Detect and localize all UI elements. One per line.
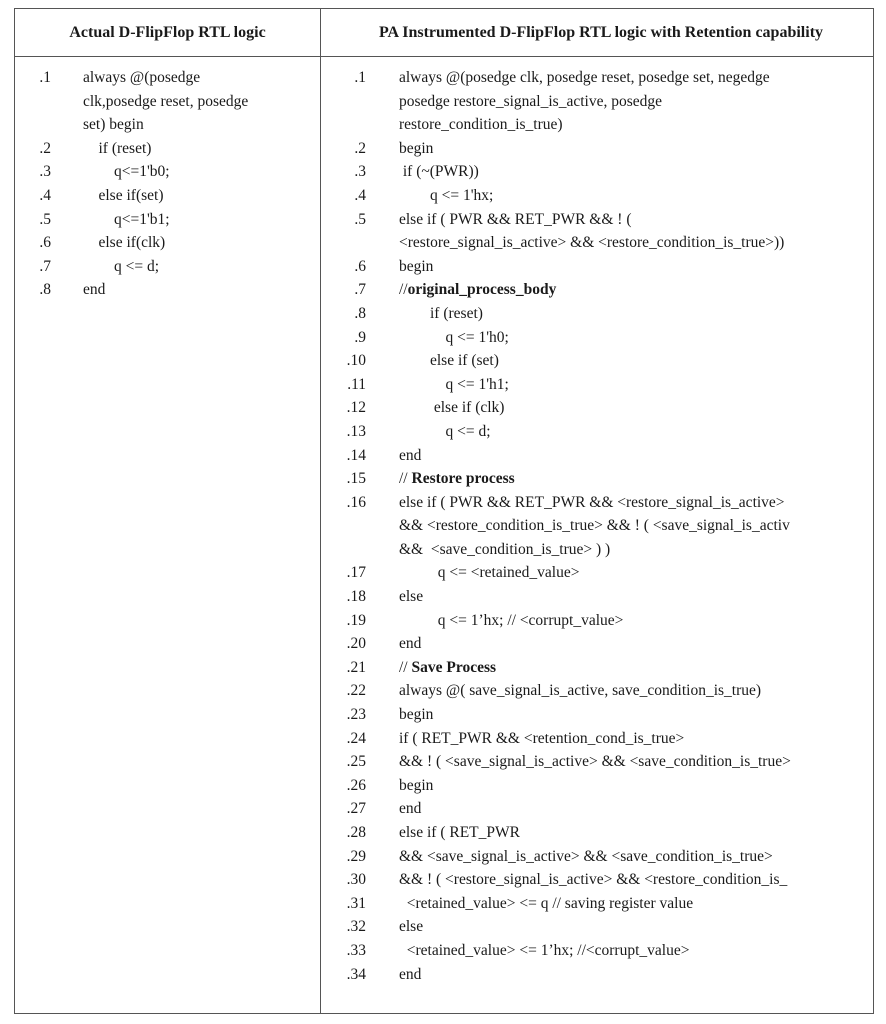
code-text: if (reset) [399, 304, 483, 322]
code-text: set) begin [83, 116, 144, 134]
code-line: 10. else if (set) [321, 349, 874, 373]
actual-rtl-code [15, 66, 305, 302]
code-text: else if(clk) [83, 234, 166, 252]
code-line: 30. && ! ( <restore_signal_is_active> && <restore_condition_is_ [321, 868, 874, 892]
code-line: 19. q <= 1’hx; // <corrupt_value> [321, 609, 874, 633]
code-text: else [399, 918, 424, 936]
code-text: q <= 1'h0; [399, 328, 509, 346]
code-line: 1. always @(posedge [15, 66, 305, 90]
code-text: else if ( PWR && RET_PWR && <restore_signal_is_active> [399, 493, 785, 511]
code-text: <restore_signal_is_active> && <restore_condition_is_true>)) [399, 234, 785, 252]
comment-bold-label: Save Process [411, 658, 497, 676]
code-line: 27. end [321, 797, 874, 821]
code-line: 2. begin [321, 137, 874, 161]
code-line: 16. else if ( PWR && RET_PWR && <restore_signal_is_active> [321, 491, 874, 515]
comment-bold-label: Restore process [411, 470, 515, 488]
code-text: && ! ( <restore_signal_is_active> && <restore_condition_is_ [399, 871, 788, 889]
code-line: 33. <retained_value> <= 1’hx; //<corrupt_value> [321, 939, 874, 963]
code-line: 5. q<=1'b1; [15, 208, 305, 232]
code-text: else [399, 588, 424, 606]
code-comment [399, 656, 496, 680]
code-line [321, 113, 874, 137]
code-text: <retained_value> <= 1’hx; //<corrupt_value> [399, 941, 690, 959]
code-text: q <= d; [399, 422, 491, 440]
code-line: 20. end [321, 632, 874, 656]
code-text: q <= d; [83, 257, 160, 275]
code-text: <retained_value> <= q // saving register value [399, 894, 694, 912]
code-text: if ( RET_PWR && <retention_cond_is_true> [399, 729, 685, 747]
code-text: begin [399, 257, 434, 275]
code-text: else if (clk) [399, 399, 505, 417]
code-line [321, 90, 874, 114]
code-line: 24. if ( RET_PWR && <retention_cond_is_true> [321, 727, 874, 751]
comment-prefix: // [399, 658, 412, 676]
code-line: 11. q <= 1'h1; [321, 373, 874, 397]
code-line: 6. begin [321, 255, 874, 279]
code-text: always @(posedge [83, 69, 201, 86]
header-divider [15, 56, 873, 57]
code-text: if (reset) [83, 139, 152, 157]
code-line: 4. else if(set) [15, 184, 305, 208]
code-text: begin [399, 776, 434, 794]
code-line: 8. end [15, 278, 305, 302]
code-line [15, 113, 305, 137]
code-line: 31. <retained_value> <= q // saving register value [321, 892, 874, 916]
code-text: begin [399, 706, 434, 724]
left-column-header: Actual D-FlipFlop RTL logic [69, 23, 266, 41]
code-line: 12. else if (clk) [321, 396, 874, 420]
code-line: 9. q <= 1'h0; [321, 326, 874, 350]
code-text: end [399, 635, 422, 653]
code-text: posedge restore_signal_is_active, posedge [399, 92, 662, 110]
code-text: q <= 1'hx; [399, 186, 494, 204]
code-line: 7. //original_process_body [321, 278, 874, 302]
code-text: q <= 1’hx; // <corrupt_value> [399, 611, 624, 629]
code-line: 7. q <= d; [15, 255, 305, 279]
code-line: 17. q <= <retained_value> [321, 561, 874, 585]
code-comment [399, 467, 515, 491]
code-line: 15. // Restore process [321, 467, 874, 491]
code-line: 3. q<=1'b0; [15, 160, 305, 184]
code-text: q <= 1'h1; [399, 375, 509, 393]
comment-prefix: // [399, 470, 412, 488]
code-line: 34. end [321, 963, 874, 987]
code-line: 23. begin [321, 703, 874, 727]
code-text: q <= <retained_value> [399, 564, 580, 582]
code-text: end [399, 965, 422, 983]
code-line: 1. always @(posedge clk, posedge reset, posedge set, negedge [321, 66, 874, 90]
code-text: restore_condition_is_true) [399, 116, 563, 134]
code-comparison-table [14, 8, 874, 1014]
code-text: begin [399, 139, 434, 157]
code-text: end [399, 446, 422, 464]
code-comment [399, 278, 556, 302]
code-line: 22. always @( save_signal_is_active, save_condition_is_true) [321, 679, 874, 703]
code-line [321, 538, 874, 562]
code-text: && <save_condition_is_true> ) ) [399, 540, 611, 558]
code-text: else if ( RET_PWR [399, 824, 520, 841]
code-line: 4. q <= 1'hx; [321, 184, 874, 208]
code-line: 3. if (~(PWR)) [321, 160, 874, 184]
code-text: always @(posedge clk, posedge reset, posedge set, negedge [399, 69, 770, 86]
code-line: 21. // Save Process [321, 656, 874, 680]
code-text: always @( save_signal_is_active, save_condition_is_true) [399, 682, 762, 700]
code-text: && <save_signal_is_active> && <save_condition_is_true> [399, 847, 773, 865]
code-line: 32. else [321, 915, 874, 939]
code-text: end [399, 800, 422, 818]
code-line: 29. && <save_signal_is_active> && <save_condition_is_true> [321, 845, 874, 869]
comment-bold-label: original_process_body [407, 281, 557, 299]
code-text: q<=1'b1; [83, 210, 170, 228]
code-line: 14. end [321, 444, 874, 468]
code-line: 26. begin [321, 774, 874, 798]
code-text: q<=1'b0; [83, 163, 170, 181]
code-line: 8. if (reset) [321, 302, 874, 326]
code-text: end [83, 281, 106, 299]
code-line [15, 90, 305, 114]
code-text: clk,posedge reset, posedge [83, 92, 249, 110]
code-text: && ! ( <save_signal_is_active> && <save_condition_is_true> [399, 753, 791, 771]
comment-prefix: // [399, 281, 408, 299]
code-text: else if (set) [399, 352, 499, 370]
code-line: 2. if (reset) [15, 137, 305, 161]
code-line: 5. else if ( PWR && RET_PWR && ! ( [321, 208, 874, 232]
code-line: 28. else if ( RET_PWR [321, 821, 874, 845]
code-line: 13. q <= d; [321, 420, 874, 444]
instrumented-rtl-code [321, 66, 874, 986]
right-column-header: PA Instrumented D-FlipFlop RTL logic with Retention capability [378, 23, 824, 41]
code-line: 6. else if(clk) [15, 231, 305, 255]
code-text: if (~(PWR)) [399, 163, 479, 181]
code-text: else if ( PWR && RET_PWR && ! ( [399, 210, 632, 228]
code-line: 25. && ! ( <save_signal_is_active> && <save_condition_is_true> [321, 750, 874, 774]
code-line [321, 231, 874, 255]
code-line: 18. else [321, 585, 874, 609]
code-text: else if(set) [83, 186, 164, 204]
code-line [321, 514, 874, 538]
code-text: && <restore_condition_is_true> && ! ( <save_signal_is_activ [399, 517, 790, 535]
